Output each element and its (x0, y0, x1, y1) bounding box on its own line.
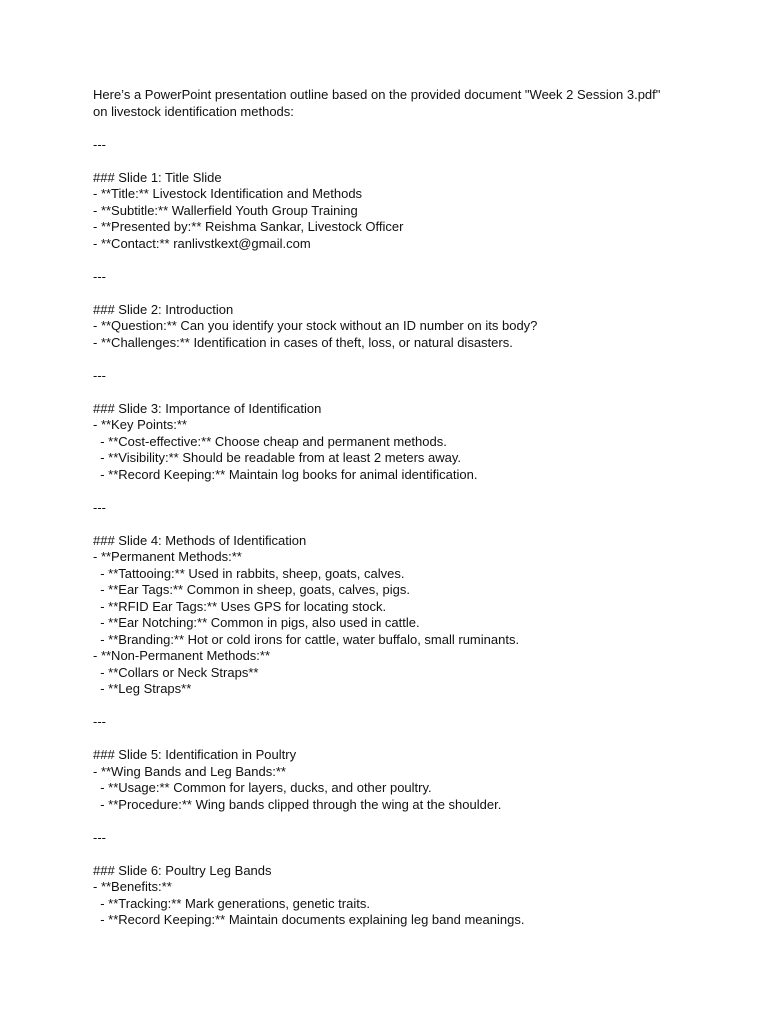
blank-line (93, 483, 733, 500)
sub-bullet: - **Ear Tags:** Common in sheep, goats, calves, pigs. (93, 582, 410, 597)
document-page (93, 87, 733, 929)
blank-line (93, 731, 733, 748)
separator-line: --- (93, 268, 106, 284)
bullet-item: - **Title:** Livestock Identification and Methods (93, 186, 363, 201)
sub-bullet: - **Ear Notching:** Common in pigs, also used in cattle. (93, 615, 420, 630)
sub-bullet: - **Visibility:** Should be readable from at least 2 meters away. (93, 450, 462, 465)
bullet-item: - **Benefits:** (93, 879, 172, 894)
blank-line (93, 285, 733, 302)
blank-line (93, 252, 733, 269)
slide-heading: ### Slide 1: Title Slide (93, 169, 222, 185)
sub-bullet: - **RFID Ear Tags:** Uses GPS for locating stock. (93, 598, 387, 614)
blank-line (93, 384, 733, 401)
slide-heading: ### Slide 3: Importance of Identification (93, 400, 322, 416)
slide-heading: ### Slide 6: Poultry Leg Bands (93, 862, 272, 878)
sub-bullet: - **Branding:** Hot or cold irons for cattle, water buffalo, small ruminants. (93, 631, 520, 647)
bullet-item: - **Question:** Can you identify your stock without an ID number on its body? (93, 318, 538, 333)
sub-bullet: - **Procedure:** Wing bands clipped through the wing at the shoulder. (93, 796, 502, 812)
bullet-item: - **Contact:** ranlivstkext@gmail.com (93, 235, 311, 251)
sub-bullet: - **Collars or Neck Straps** (93, 664, 259, 680)
text-line: Here’s a PowerPoint presentation outline based on the provided document "Week 2 Session 3.pdf" (93, 87, 661, 102)
separator-line: --- (93, 367, 106, 383)
sub-bullet: - **Leg Straps** (93, 681, 192, 696)
sub-bullet: - **Record Keeping:** Maintain log books for animal identification. (93, 466, 478, 482)
blank-line (93, 516, 733, 533)
text-line: on livestock identification methods: (93, 103, 294, 119)
separator-line: --- (93, 136, 106, 152)
blank-line (93, 846, 733, 863)
separator-line: --- (93, 829, 106, 845)
slide-heading: ### Slide 2: Introduction (93, 301, 234, 317)
blank-line (93, 813, 733, 830)
bullet-item: - **Permanent Methods:** (93, 549, 242, 564)
sub-bullet: - **Tattooing:** Used in rabbits, sheep, goats, calves. (93, 565, 405, 581)
slide-heading: ### Slide 4: Methods of Identification (93, 532, 307, 548)
separator-line: --- (93, 499, 106, 515)
sub-bullet: - **Cost-effective:** Choose cheap and permanent methods. (93, 433, 447, 449)
bullet-item: - **Key Points:** (93, 417, 187, 432)
slide-heading: ### Slide 5: Identification in Poultry (93, 747, 297, 762)
blank-line (93, 153, 733, 170)
sub-bullet: - **Record Keeping:** Maintain documents explaining leg band meanings. (93, 912, 525, 927)
blank-line (93, 120, 733, 137)
bullet-item: - **Challenges:** Identification in cases of theft, loss, or natural disasters. (93, 334, 513, 350)
bullet-item: - **Subtitle:** Wallerfield Youth Group Training (93, 202, 358, 218)
separator-line: --- (93, 714, 106, 729)
bullet-item: - **Presented by:** Reishma Sankar, Livestock Officer (93, 219, 404, 234)
sub-bullet: - **Usage:** Common for layers, ducks, and other poultry. (93, 780, 432, 795)
blank-line (93, 698, 733, 715)
sub-bullet: - **Tracking:** Mark generations, genetic traits. (93, 895, 370, 911)
blank-line (93, 351, 733, 368)
bullet-item: - **Wing Bands and Leg Bands:** (93, 763, 286, 779)
bullet-item: - **Non-Permanent Methods:** (93, 648, 271, 663)
